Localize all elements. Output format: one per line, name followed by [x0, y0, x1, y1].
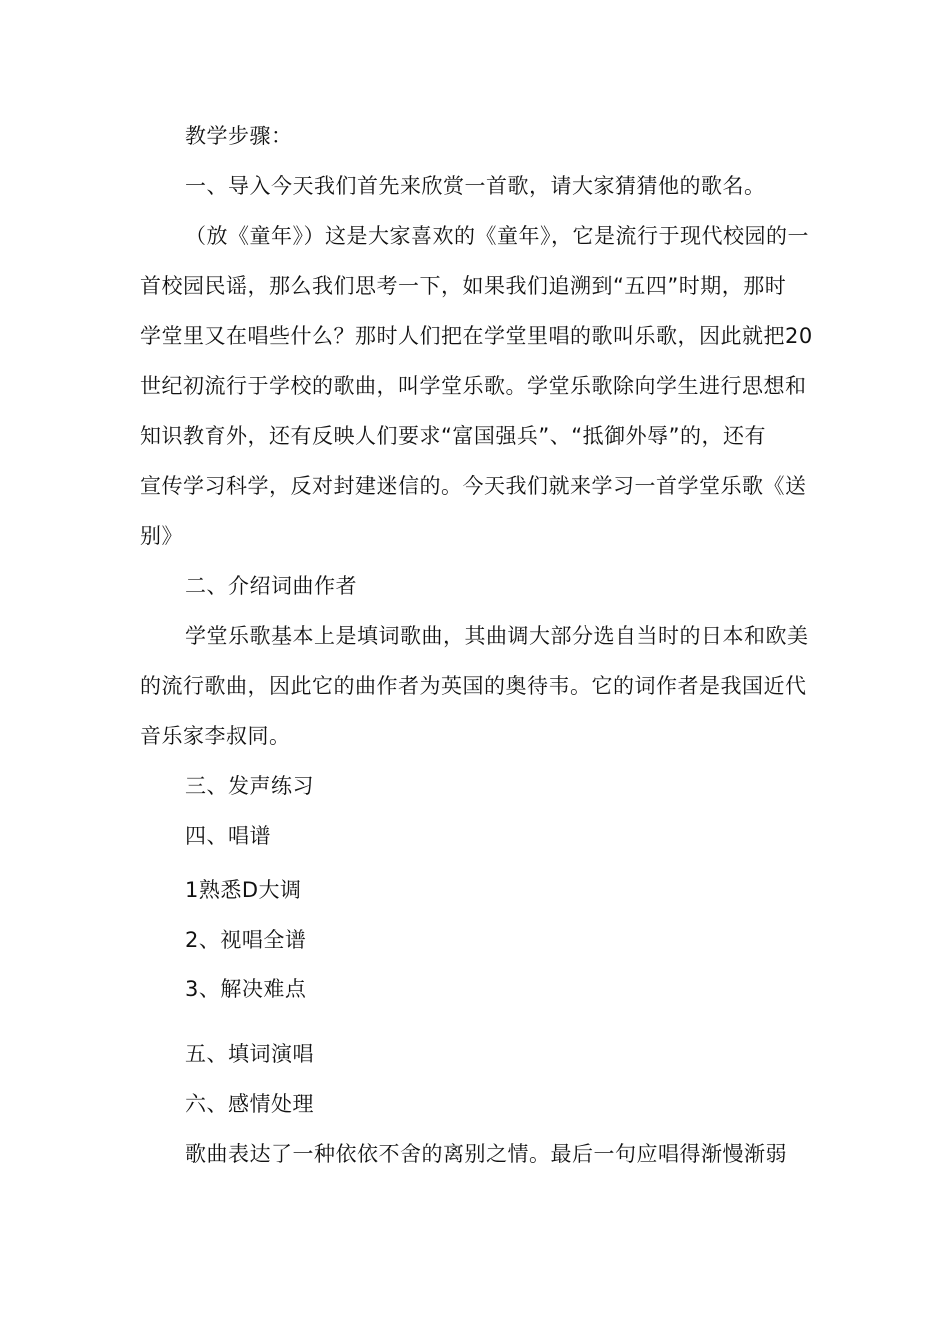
paragraph-line: 知识教育外，还有反映人们要求“富国强兵”、“抵御外辱”的，还有	[140, 424, 767, 448]
section-5-title: 五、填词演唱	[185, 1042, 314, 1066]
list-item: 1熟悉D大调	[185, 878, 302, 902]
paragraph-line: 音乐家李叔同。	[140, 724, 291, 748]
heading-teaching-steps: 教学步骤：	[185, 124, 293, 148]
section-4-title: 四、唱谱	[185, 824, 271, 848]
paragraph-line: 世纪初流行于学校的歌曲，叫学堂乐歌。学堂乐歌除向学生进行思想和	[140, 374, 807, 398]
paragraph-line: 学堂里又在唱些什么？那时人们把在学堂里唱的歌叫乐歌，因此就把20	[140, 324, 813, 348]
section-2-title: 二、介绍词曲作者	[185, 574, 357, 598]
paragraph-line: 宣传学习科学，反对封建迷信的。今天我们就来学习一首学堂乐歌《送	[140, 474, 807, 498]
list-item: 2、视唱全谱	[185, 928, 307, 952]
paragraph-line: 首校园民谣，那么我们思考一下，如果我们追溯到“五四”时期，那时	[140, 274, 787, 298]
list-item: 3、解决难点	[185, 977, 307, 1001]
section-3-title: 三、发声练习	[185, 774, 314, 798]
paragraph-line: 学堂乐歌基本上是填词歌曲，其曲调大部分选自当时的日本和欧美	[185, 624, 809, 648]
section-1-title: 一、导入今天我们首先来欣赏一首歌，请大家猜猜他的歌名。	[185, 174, 766, 198]
paragraph-line: 歌曲表达了一种依依不舍的离别之情。最后一句应唱得渐慢渐弱	[185, 1142, 787, 1166]
section-6-title: 六、感情处理	[185, 1092, 314, 1116]
paragraph-line: 的流行歌曲，因此它的曲作者为英国的奥待韦。它的词作者是我国近代	[140, 674, 807, 698]
paragraph-line: （放《童年》）这是大家喜欢的《童年》，它是流行于现代校园的一	[185, 224, 809, 248]
paragraph-line: 别》	[140, 524, 183, 548]
